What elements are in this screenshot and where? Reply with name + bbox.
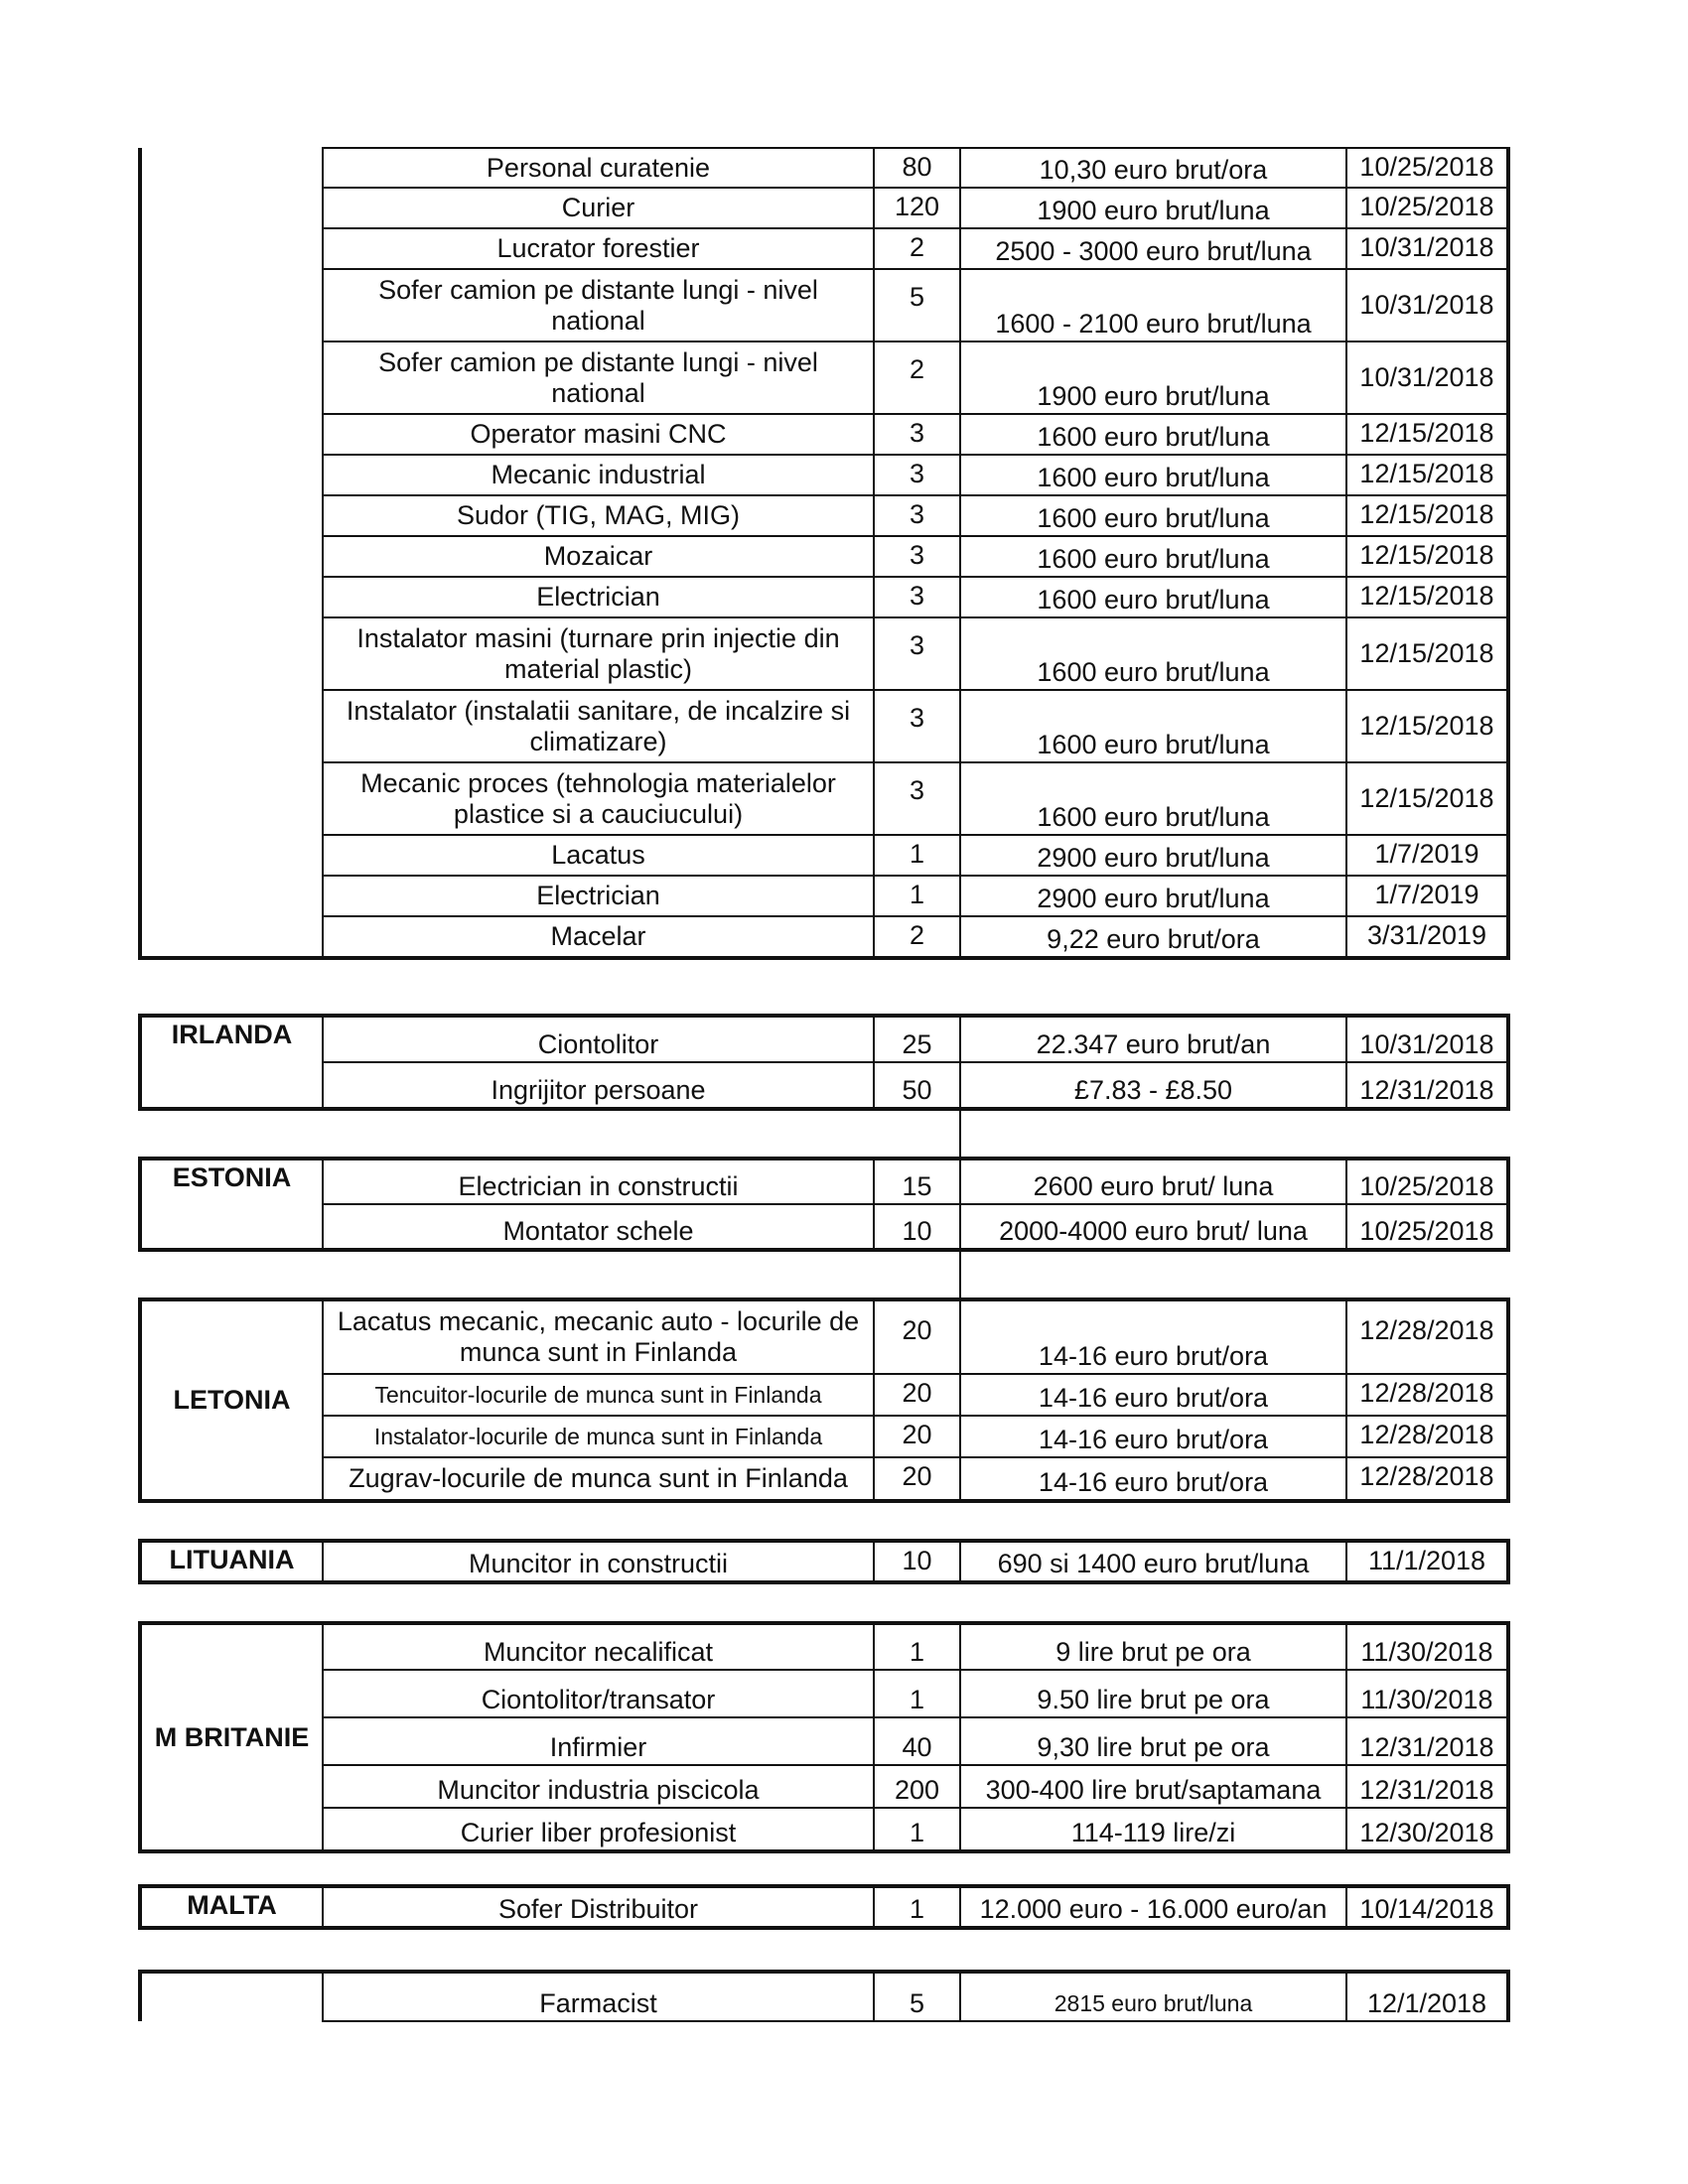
divider: [959, 1252, 961, 1297]
qty-cell: 3: [874, 762, 960, 835]
date-cell: 12/15/2018: [1346, 690, 1508, 762]
qty-cell: 40: [874, 1717, 960, 1765]
jobs-table: [138, 147, 1510, 960]
date-cell: 12/1/2018: [1346, 1972, 1508, 2021]
qty-cell: 10: [874, 1204, 960, 1250]
qty-cell: 1: [874, 1886, 960, 1928]
qty-cell: 10: [874, 1541, 960, 1582]
salary-cell: 9,22 euro brut/ora: [960, 916, 1346, 958]
table-row: [140, 1541, 1508, 1582]
job-cell: Sofer camion pe distante lungi - nivel national: [323, 341, 874, 414]
job-cell: Mozaicar: [323, 536, 874, 577]
table-row: [140, 1416, 1508, 1457]
salary-cell: 300-400 lire brut/saptamana: [960, 1765, 1346, 1808]
salary-cell: 22.347 euro brut/an: [960, 1016, 1346, 1062]
section-continued-top: [138, 147, 1506, 960]
job-cell: Instalator (instalatii sanitare, de incalzire si climatizare): [323, 690, 874, 762]
jobs-table: [138, 1539, 1510, 1584]
salary-cell: 9,30 lire brut pe ora: [960, 1717, 1346, 1765]
salary-cell: 1600 euro brut/luna: [960, 455, 1346, 495]
table-row: [140, 1808, 1508, 1851]
qty-cell: 2: [874, 341, 960, 414]
date-cell: 1/7/2019: [1346, 876, 1508, 916]
date-cell: 12/31/2018: [1346, 1717, 1508, 1765]
date-cell: 11/30/2018: [1346, 1670, 1508, 1717]
table-row: [140, 341, 1508, 414]
salary-cell: £7.83 - £8.50: [960, 1062, 1346, 1109]
salary-cell: 114-119 lire/zi: [960, 1808, 1346, 1851]
qty-cell: 1: [874, 876, 960, 916]
country-cell: LETONIA: [140, 1299, 323, 1501]
date-cell: 12/30/2018: [1346, 1808, 1508, 1851]
qty-cell: 3: [874, 536, 960, 577]
date-cell: 10/25/2018: [1346, 1204, 1508, 1250]
salary-cell: 14-16 euro brut/ora: [960, 1374, 1346, 1416]
job-cell: Zugrav-locurile de munca sunt in Finlanda: [323, 1457, 874, 1501]
salary-cell: 2500 - 3000 euro brut/luna: [960, 228, 1346, 269]
job-cell: Farmacist: [323, 1972, 874, 2021]
table-row: [140, 1670, 1508, 1717]
qty-cell: 3: [874, 495, 960, 536]
salary-cell: 1600 euro brut/luna: [960, 536, 1346, 577]
salary-cell: 1600 - 2100 euro brut/luna: [960, 269, 1346, 341]
table-row: [140, 762, 1508, 835]
date-cell: 12/15/2018: [1346, 536, 1508, 577]
date-cell: 12/15/2018: [1346, 414, 1508, 455]
section-malta: [138, 1884, 1506, 1930]
jobs-table: [138, 1297, 1510, 1503]
job-cell: Sudor (TIG, MAG, MIG): [323, 495, 874, 536]
job-cell: Electrician in constructii: [323, 1159, 874, 1204]
country-cell: LITUANIA: [140, 1541, 323, 1582]
job-cell: Mecanic industrial: [323, 455, 874, 495]
table-row: [140, 536, 1508, 577]
table-row: [140, 617, 1508, 690]
table-row: [140, 148, 1508, 188]
date-cell: 1/7/2019: [1346, 835, 1508, 876]
date-cell: 10/31/2018: [1346, 228, 1508, 269]
job-cell: Electrician: [323, 876, 874, 916]
date-cell: 12/28/2018: [1346, 1457, 1508, 1501]
qty-cell: 15: [874, 1159, 960, 1204]
date-cell: 12/15/2018: [1346, 577, 1508, 617]
jobs-table: [138, 1621, 1510, 1853]
salary-cell: 1600 euro brut/luna: [960, 577, 1346, 617]
section-lituania: [138, 1539, 1506, 1584]
job-cell: Ciontolitor/transator: [323, 1670, 874, 1717]
qty-cell: 3: [874, 617, 960, 690]
country-cell: [140, 1972, 323, 2021]
salary-cell: 1600 euro brut/luna: [960, 690, 1346, 762]
job-cell: Montator schele: [323, 1204, 874, 1250]
qty-cell: 20: [874, 1416, 960, 1457]
qty-cell: 80: [874, 148, 960, 188]
qty-cell: 1: [874, 1808, 960, 1851]
salary-cell: 2900 euro brut/luna: [960, 876, 1346, 916]
table-row: [140, 835, 1508, 876]
table-row: [140, 577, 1508, 617]
salary-cell: 1600 euro brut/luna: [960, 495, 1346, 536]
qty-cell: 25: [874, 1016, 960, 1062]
qty-cell: 3: [874, 690, 960, 762]
table-row: [140, 1159, 1508, 1204]
qty-cell: 5: [874, 269, 960, 341]
table-row: [140, 1204, 1508, 1250]
table-row: [140, 495, 1508, 536]
date-cell: 12/31/2018: [1346, 1062, 1508, 1109]
date-cell: 10/14/2018: [1346, 1886, 1508, 1928]
date-cell: 12/28/2018: [1346, 1374, 1508, 1416]
date-cell: 10/25/2018: [1346, 188, 1508, 228]
date-cell: 10/25/2018: [1346, 148, 1508, 188]
date-cell: 10/25/2018: [1346, 1159, 1508, 1204]
table-row: [140, 1765, 1508, 1808]
table-row: [140, 1457, 1508, 1501]
divider: [959, 1111, 961, 1157]
job-cell: Ingrijitor persoane: [323, 1062, 874, 1109]
table-row: [140, 690, 1508, 762]
qty-cell: 1: [874, 835, 960, 876]
job-cell: Lucrator forestier: [323, 228, 874, 269]
table-row: [140, 414, 1508, 455]
job-cell: Ciontolitor: [323, 1016, 874, 1062]
date-cell: 10/31/2018: [1346, 269, 1508, 341]
job-cell: Sofer camion pe distante lungi - nivel national: [323, 269, 874, 341]
section-irlanda: [138, 1014, 1506, 1111]
qty-cell: 50: [874, 1062, 960, 1109]
qty-cell: 3: [874, 577, 960, 617]
qty-cell: 2: [874, 228, 960, 269]
country-cell: M BRITANIE: [140, 1623, 323, 1851]
job-cell: Muncitor necalificat: [323, 1623, 874, 1670]
date-cell: 12/28/2018: [1346, 1299, 1508, 1374]
salary-cell: 690 si 1400 euro brut/luna: [960, 1541, 1346, 1582]
table-row: [140, 269, 1508, 341]
jobs-table: [138, 1884, 1510, 1930]
job-cell: Mecanic proces (tehnologia materialelor plastice si a cauciucului): [323, 762, 874, 835]
table-row: [140, 1299, 1508, 1374]
job-cell: Curier: [323, 188, 874, 228]
country-cell: IRLANDA: [140, 1016, 323, 1109]
job-cell: Electrician: [323, 577, 874, 617]
qty-cell: 200: [874, 1765, 960, 1808]
job-cell: Muncitor industria piscicola: [323, 1765, 874, 1808]
salary-cell: 1900 euro brut/luna: [960, 188, 1346, 228]
job-cell: Lacatus mecanic, mecanic auto - locurile de munca sunt in Finlanda: [323, 1299, 874, 1374]
date-cell: 10/31/2018: [1346, 1016, 1508, 1062]
job-cell: Lacatus: [323, 835, 874, 876]
date-cell: 12/15/2018: [1346, 762, 1508, 835]
qty-cell: 2: [874, 916, 960, 958]
salary-cell: 2000-4000 euro brut/ luna: [960, 1204, 1346, 1250]
job-cell: Curier liber profesionist: [323, 1808, 874, 1851]
date-cell: 3/31/2019: [1346, 916, 1508, 958]
table-row: [140, 1717, 1508, 1765]
salary-cell: 14-16 euro brut/ora: [960, 1457, 1346, 1501]
table-row: [140, 455, 1508, 495]
table-row: [140, 1016, 1508, 1062]
salary-cell: 12.000 euro - 16.000 euro/an: [960, 1886, 1346, 1928]
job-cell: Sofer Distribuitor: [323, 1886, 874, 1928]
qty-cell: 5: [874, 1972, 960, 2021]
table-row: [140, 1886, 1508, 1928]
salary-cell: 2900 euro brut/luna: [960, 835, 1346, 876]
job-cell: Muncitor in constructii: [323, 1541, 874, 1582]
job-cell: Instalator-locurile de munca sunt in Finlanda: [323, 1416, 874, 1457]
salary-cell: 14-16 euro brut/ora: [960, 1299, 1346, 1374]
job-cell: Tencuitor-locurile de munca sunt in Finlanda: [323, 1374, 874, 1416]
job-cell: Macelar: [323, 916, 874, 958]
qty-cell: 20: [874, 1457, 960, 1501]
table-row: [140, 916, 1508, 958]
table-row: [140, 1972, 1508, 2021]
qty-cell: 1: [874, 1670, 960, 1717]
table-row: [140, 1374, 1508, 1416]
date-cell: 11/30/2018: [1346, 1623, 1508, 1670]
date-cell: 11/1/2018: [1346, 1541, 1508, 1582]
salary-cell: 9.50 lire brut pe ora: [960, 1670, 1346, 1717]
job-cell: Instalator masini (turnare prin injectie din material plastic): [323, 617, 874, 690]
section-letonia: [138, 1297, 1506, 1503]
salary-cell: 10,30 euro brut/ora: [960, 148, 1346, 188]
section-continued-bottom: [138, 1970, 1506, 2022]
qty-cell: 20: [874, 1374, 960, 1416]
qty-cell: 1: [874, 1623, 960, 1670]
date-cell: 12/15/2018: [1346, 617, 1508, 690]
date-cell: 12/31/2018: [1346, 1765, 1508, 1808]
date-cell: 12/15/2018: [1346, 495, 1508, 536]
jobs-table: [138, 1970, 1510, 2022]
job-cell: Operator masini CNC: [323, 414, 874, 455]
salary-cell: 14-16 euro brut/ora: [960, 1416, 1346, 1457]
salary-cell: 1900 euro brut/luna: [960, 341, 1346, 414]
qty-cell: 120: [874, 188, 960, 228]
date-cell: 10/31/2018: [1346, 341, 1508, 414]
jobs-table: [138, 1014, 1510, 1111]
date-cell: 12/28/2018: [1346, 1416, 1508, 1457]
salary-cell: 1600 euro brut/luna: [960, 414, 1346, 455]
table-row: [140, 228, 1508, 269]
country-cell: [140, 148, 323, 958]
job-cell: Infirmier: [323, 1717, 874, 1765]
country-cell: MALTA: [140, 1886, 323, 1928]
section-m-britanie: [138, 1621, 1506, 1853]
section-estonia: [138, 1157, 1506, 1252]
jobs-table: [138, 1157, 1510, 1252]
salary-cell: 9 lire brut pe ora: [960, 1623, 1346, 1670]
qty-cell: 3: [874, 455, 960, 495]
table-row: [140, 1062, 1508, 1109]
date-cell: 12/15/2018: [1346, 455, 1508, 495]
salary-cell: 2815 euro brut/luna: [960, 1972, 1346, 2021]
qty-cell: 20: [874, 1299, 960, 1374]
salary-cell: 1600 euro brut/luna: [960, 617, 1346, 690]
table-row: [140, 1623, 1508, 1670]
qty-cell: 3: [874, 414, 960, 455]
salary-cell: 1600 euro brut/luna: [960, 762, 1346, 835]
salary-cell: 2600 euro brut/ luna: [960, 1159, 1346, 1204]
job-cell: Personal curatenie: [323, 148, 874, 188]
country-cell: ESTONIA: [140, 1159, 323, 1250]
table-row: [140, 876, 1508, 916]
table-row: [140, 188, 1508, 228]
